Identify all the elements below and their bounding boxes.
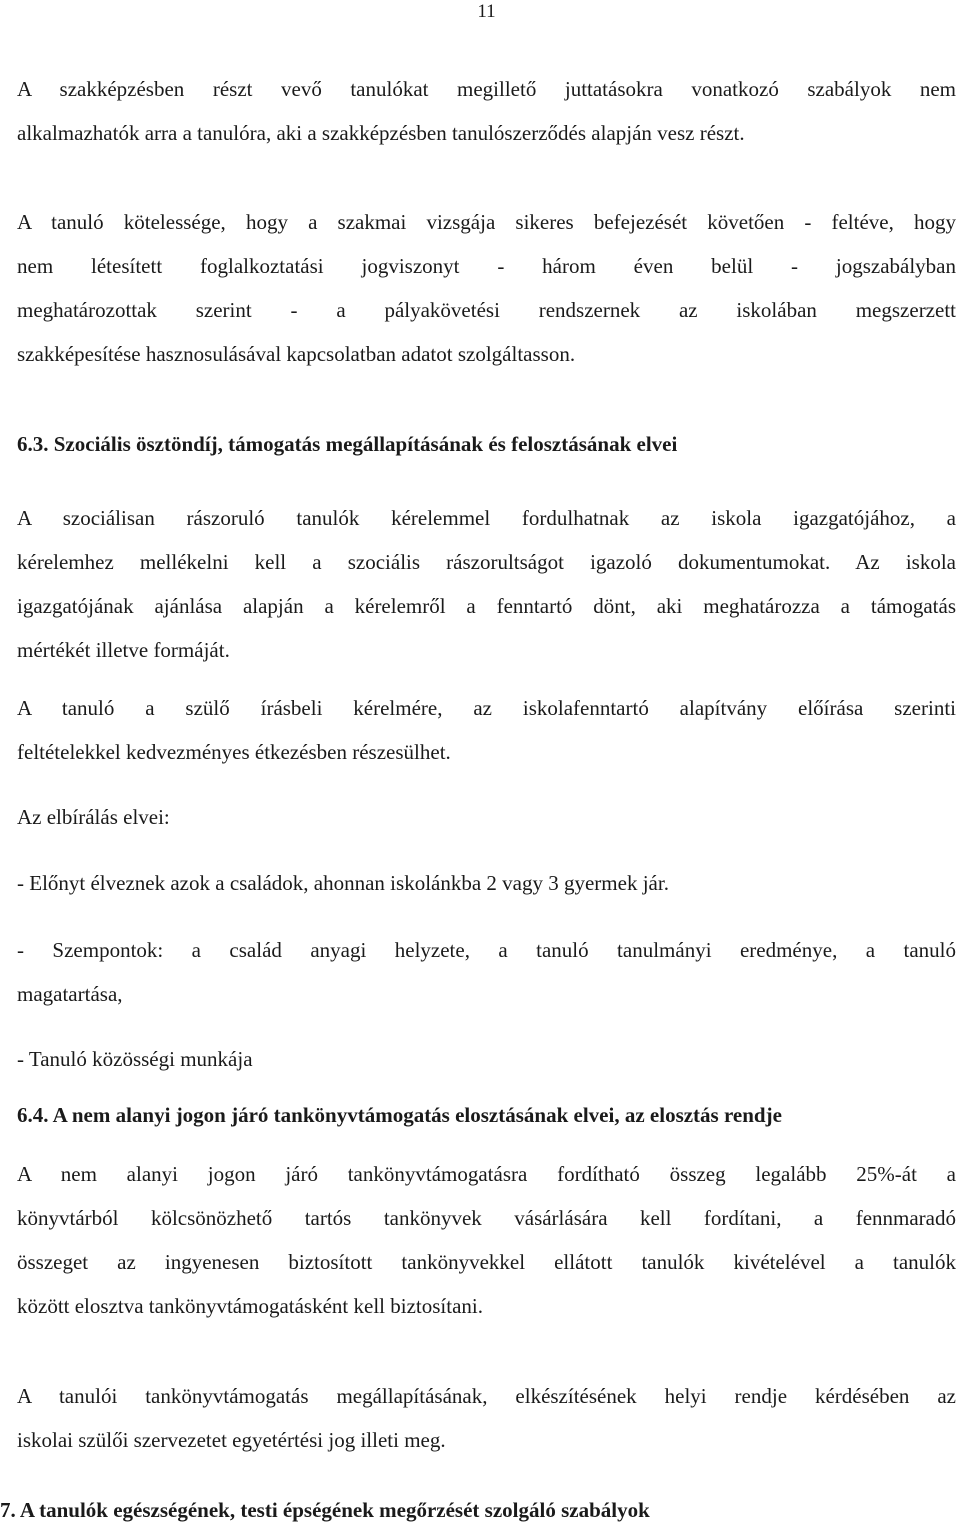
- section-heading-6-4: [17, 1093, 956, 1137]
- text-line: szakképesítése hasznosulásával kapcsolatban adatot szolgáltasson.: [17, 342, 576, 366]
- paragraph-trainee-benefits: [17, 67, 956, 155]
- text-line: könyvtárból kölcsönözhető tartós tankönyvek vásárlására kell fordítani, a fennmaradó: [17, 1206, 956, 1230]
- text-line: A szociálisan rászoruló tanulók kérelemmel fordulhatnak az iskola igazgatójához, a: [17, 506, 956, 530]
- paragraph-social-scholarship: [17, 496, 956, 672]
- text-line: nem létesített foglalkoztatási jogviszonyt - három éven belül - jogszabályban: [17, 254, 956, 278]
- text-line: - Tanuló közösségi munkája: [17, 1047, 253, 1071]
- text-line: kérelemhez mellékelni kell a szociális rászorultságot igazoló dokumentumokat. Az iskola: [17, 550, 956, 574]
- text-line: összeget az ingyenesen biztosított tankönyvekkel ellátott tanulók kivételével a tanulók: [17, 1250, 956, 1274]
- text-line: - Előnyt élveznek azok a családok, ahonnan iskolánkba 2 vagy 3 gyermek jár.: [17, 871, 669, 895]
- text-line: igazgatójának ajánlása alapján a kérelemről a fenntartó dönt, aki meghatározza a támogatás: [17, 594, 956, 618]
- text-line: - Szempontok: a család anyagi helyzete, a tanuló tanulmányi eredménye, a tanuló: [17, 938, 956, 962]
- list-item-advantage: [17, 861, 956, 905]
- list-item-criteria: [17, 928, 956, 1016]
- paragraph-textbook-support: [17, 1152, 956, 1328]
- text-line: feltételekkel kedvezményes étkezésben részesülhet.: [17, 740, 451, 764]
- text-line: Az elbírálás elvei:: [17, 805, 170, 829]
- list-item-community-work: [17, 1037, 956, 1081]
- heading-text: 6.4. A nem alanyi jogon járó tankönyvtámogatás elosztásának elvei, az elosztás rendje: [17, 1103, 782, 1127]
- page-number: 11: [477, 1, 496, 22]
- text-line: A tanuló a szülő írásbeli kérelmére, az iskolafenntartó alapítvány előírása szerinti: [17, 696, 956, 720]
- heading-text: 7. A tanulók egészségének, testi épségének megőrzését szolgáló szabályok: [0, 1498, 650, 1522]
- text-line: A szakképzésben részt vevő tanulókat megillető juttatásokra vonatkozó szabályok nem: [17, 77, 956, 101]
- text-line: alkalmazhatók arra a tanulóra, aki a szakképzésben tanulószerződés alapján vesz részt.: [17, 121, 745, 145]
- text-line: között elosztva tankönyvtámogatásként kell biztosítani.: [17, 1294, 483, 1318]
- section-heading-6-3: [17, 422, 956, 466]
- text-line: iskolai szülői szervezetet egyetértési jog illeti meg.: [17, 1428, 446, 1452]
- paragraph-meal-discount: [17, 686, 956, 774]
- text-line: A tanuló kötelessége, hogy a szakmai vizsgája sikeres befejezését követően - feltéve, hogy: [17, 210, 956, 234]
- text-line: A tanulói tankönyvtámogatás megállapításának, elkészítésének helyi rendje kérdésében az: [17, 1384, 956, 1408]
- text-line: meghatározottak szerint - a pályakövetési rendszernek az iskolában megszerzett: [17, 298, 956, 322]
- heading-text: 6.3. Szociális ösztöndíj, támogatás megállapításának és felosztásának elvei: [17, 432, 678, 456]
- section-heading-7: [0, 1488, 956, 1532]
- text-line: mértékét illetve formáját.: [17, 638, 230, 662]
- text-line: magatartása,: [17, 982, 123, 1006]
- paragraph-parent-organization: [17, 1374, 956, 1462]
- paragraph-career-tracking: [17, 200, 956, 376]
- text-line: A nem alanyi jogon járó tankönyvtámogatásra fordítható összeg legalább 25%-át a: [17, 1162, 956, 1186]
- paragraph-evaluation-principles: [17, 795, 956, 839]
